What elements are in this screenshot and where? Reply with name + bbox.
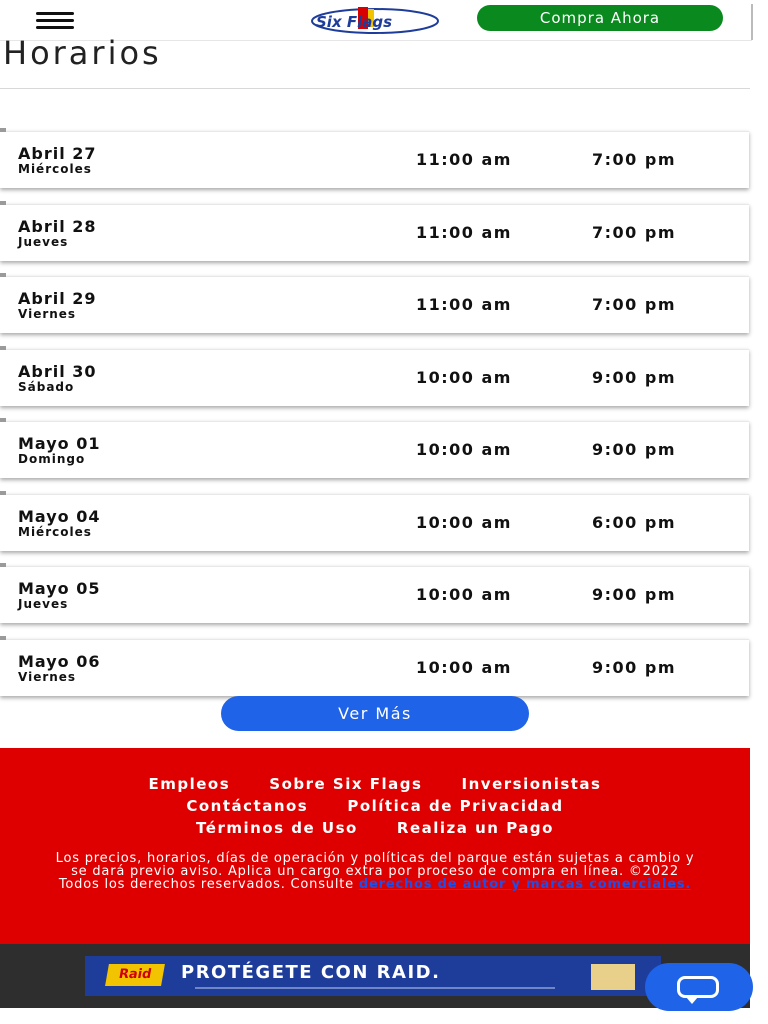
- schedule-date: Abril 28: [18, 216, 97, 236]
- closing-time: 7:00 pm: [592, 295, 676, 314]
- closing-time: 9:00 pm: [592, 657, 676, 677]
- schedule-row: [0, 276, 749, 333]
- opening-time: 11:00 am: [416, 295, 512, 314]
- six-flags-logo[interactable]: [310, 6, 440, 34]
- raid-logo: Raid: [105, 964, 165, 986]
- schedule-date: Mayo 01: [18, 434, 101, 453]
- ad-fine-print: [195, 987, 555, 989]
- schedule-day: Viernes: [18, 669, 77, 684]
- schedule-day: Jueves: [18, 597, 69, 611]
- footer-link-sobre-six-flags[interactable]: Sobre Six Flags: [269, 775, 423, 793]
- chat-button[interactable]: [645, 963, 753, 1011]
- schedule-day: Viernes: [18, 307, 77, 321]
- closing-time: 7:00 pm: [592, 150, 676, 169]
- schedule-date: Abril 29: [18, 289, 97, 308]
- schedule-row: [0, 566, 749, 623]
- hamburger-menu-icon[interactable]: [36, 12, 74, 30]
- schedule-row: [0, 131, 749, 188]
- schedule-day: Sábado: [18, 379, 75, 394]
- opening-time: 10:00 am: [416, 585, 512, 604]
- logo-text: Six Flags: [316, 13, 393, 31]
- closing-time: 7:00 pm: [592, 222, 676, 242]
- opening-time: 11:00 am: [416, 150, 512, 169]
- closing-time: 9:00 pm: [592, 367, 676, 387]
- schedule-row: [0, 639, 749, 696]
- chat-bubble-icon: [677, 976, 719, 998]
- legal-notice: [55, 852, 695, 891]
- opening-time: 11:00 am: [416, 222, 512, 242]
- opening-time: 10:00 am: [416, 440, 512, 459]
- opening-time: 10:00 am: [416, 657, 512, 677]
- closing-time: 9:00 pm: [592, 585, 676, 604]
- schedule-day: Miércoles: [18, 162, 92, 176]
- product-image: [589, 962, 637, 992]
- schedule-row: [0, 494, 749, 551]
- schedule-date: Mayo 04: [18, 506, 101, 526]
- opening-time: 10:00 am: [416, 512, 512, 532]
- footer-link-terminos[interactable]: Términos de Uso: [196, 819, 358, 837]
- schedule-day: Miércoles: [18, 524, 92, 539]
- schedule-row: [0, 204, 749, 261]
- closing-time: 6:00 pm: [592, 512, 676, 532]
- footer-link-inversionistas[interactable]: Inversionistas: [461, 775, 602, 793]
- schedule-date: Abril 27: [18, 144, 97, 163]
- scrollbar[interactable]: [751, 4, 753, 40]
- legal-text: Los precios, horarios, días de operación y políticas del parque están sujetas a cambio y se dará previo aviso. Aplica un cargo extra por proceso de compra en línea. ©2022 Todos los derechos reservados. Consulte: [55, 851, 695, 892]
- site-footer: [0, 748, 750, 944]
- footer-links: [0, 774, 750, 840]
- ad-bar: [0, 944, 750, 1008]
- schedule-row: [0, 421, 749, 478]
- page-title: Horarios: [3, 34, 162, 72]
- schedule-row: [0, 349, 749, 406]
- copyright-link[interactable]: derechos de autor y marcas comerciales.: [358, 877, 692, 892]
- title-divider: [0, 88, 750, 89]
- footer-link-contactanos[interactable]: Contáctanos: [186, 797, 309, 815]
- see-more-button[interactable]: Ver Más: [221, 696, 529, 731]
- footer-link-privacidad[interactable]: Política de Privacidad: [347, 797, 564, 815]
- footer-link-pago[interactable]: Realiza un Pago: [396, 819, 554, 837]
- schedule-list: [0, 131, 752, 711]
- schedule-day: Domingo: [18, 452, 86, 466]
- schedule-date: Mayo 05: [18, 579, 101, 598]
- raid-ad-banner[interactable]: [85, 956, 661, 996]
- closing-time: 9:00 pm: [592, 440, 676, 459]
- schedule-date: Abril 30: [18, 361, 97, 381]
- schedule-date: Mayo 06: [18, 651, 101, 671]
- schedule-day: Jueves: [18, 234, 69, 249]
- ad-headline: PROTÉGETE CON RAID.: [181, 962, 441, 983]
- buy-now-button[interactable]: Compra Ahora: [477, 5, 723, 31]
- opening-time: 10:00 am: [416, 367, 512, 387]
- footer-link-empleos[interactable]: Empleos: [148, 775, 231, 793]
